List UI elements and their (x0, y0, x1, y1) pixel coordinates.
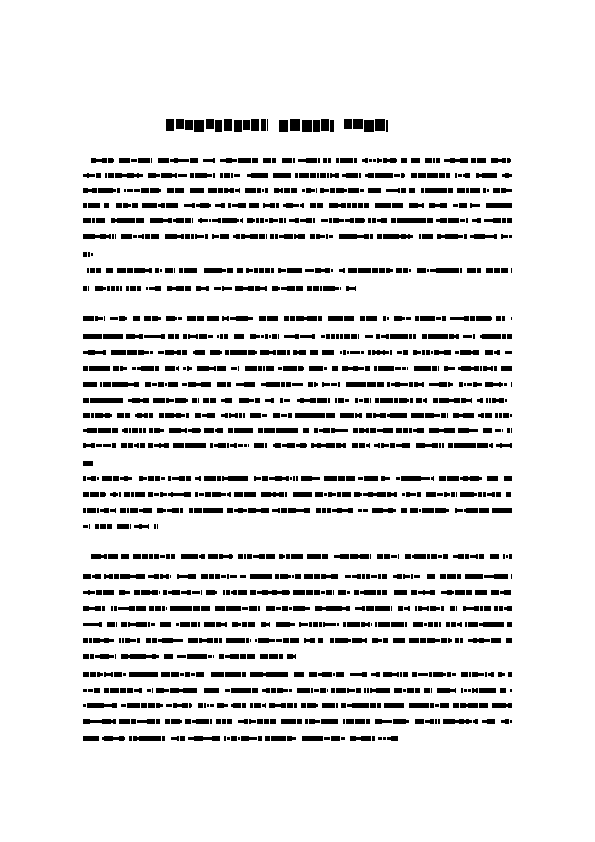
text-line (83, 203, 512, 208)
text-line (91, 158, 512, 163)
text-line (83, 524, 158, 529)
text-line (83, 413, 512, 418)
text-line (83, 443, 512, 448)
text-line (83, 654, 296, 659)
text-line (83, 398, 512, 403)
text-line (83, 366, 512, 371)
text-line (83, 188, 512, 193)
text-line (83, 476, 512, 481)
text-line (83, 688, 512, 693)
text-line (83, 461, 93, 466)
text-line (83, 173, 512, 178)
text-line (83, 703, 512, 708)
text-line (83, 218, 512, 223)
text-line (83, 736, 398, 741)
text-line (83, 334, 512, 339)
title-word (166, 119, 268, 131)
title-word (344, 119, 388, 131)
text-line (83, 672, 512, 677)
text-line (87, 268, 512, 273)
text-line (83, 252, 93, 257)
text-line (83, 508, 512, 513)
text-line (83, 719, 512, 724)
text-line (83, 574, 512, 579)
text-line (83, 638, 512, 643)
text-line (83, 286, 356, 291)
text-line (83, 316, 512, 321)
text-line (83, 350, 512, 355)
text-line (83, 590, 512, 595)
title-word (279, 119, 334, 131)
text-line (83, 234, 512, 239)
text-line (83, 428, 512, 433)
text-line (83, 622, 512, 627)
text-line (83, 606, 512, 611)
text-line (83, 492, 512, 497)
page-title (166, 119, 388, 131)
text-line (83, 382, 512, 387)
text-line (91, 554, 512, 559)
